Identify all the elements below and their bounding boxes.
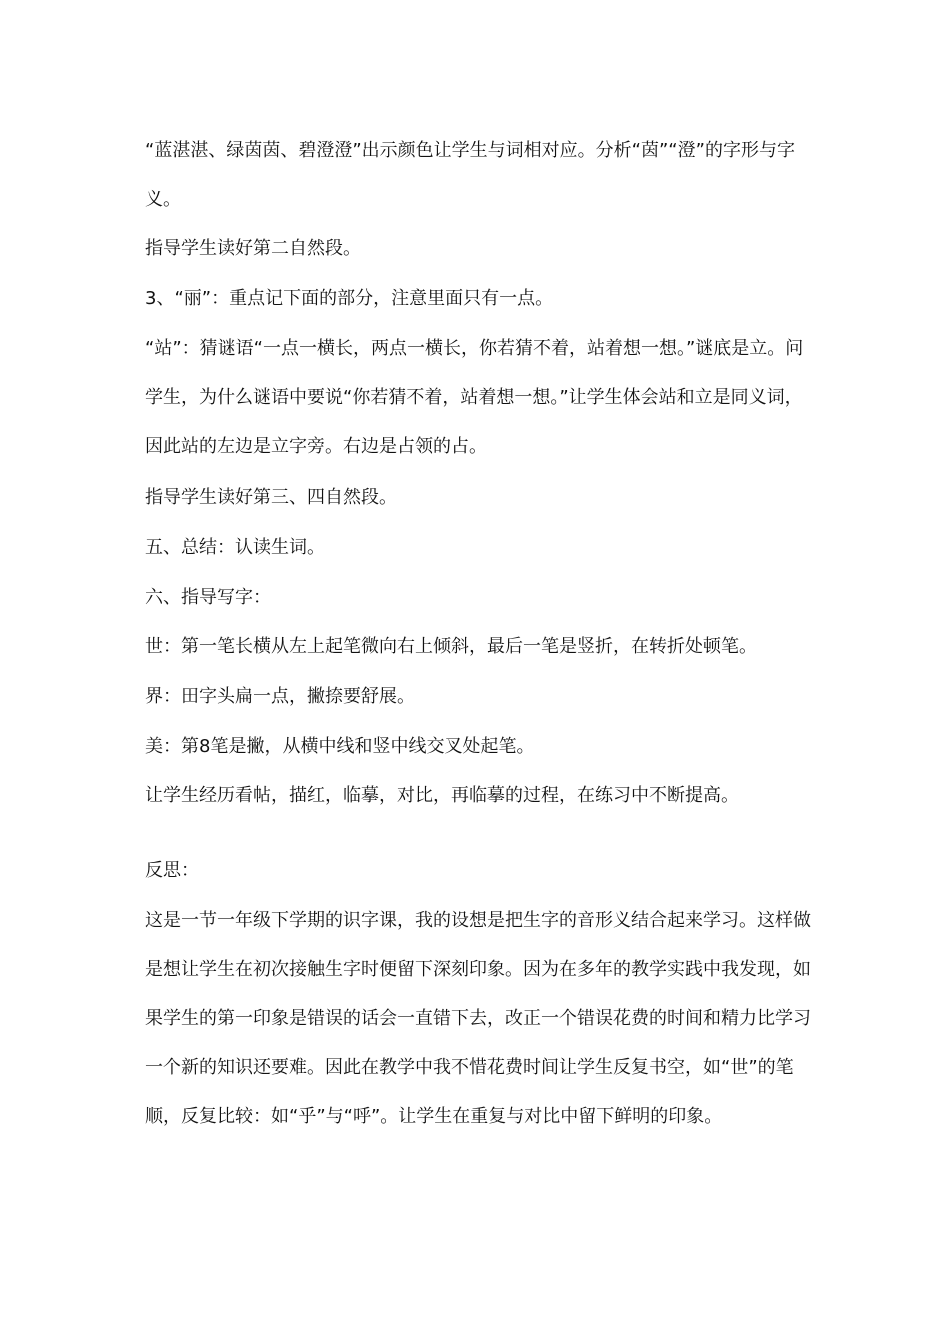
section-summary: 五、总结：认读生词。 <box>145 537 325 558</box>
section-writing-guide: 六、指导写字： <box>145 587 271 608</box>
paragraph-zhan-riddle: “站”：猜谜语“一点一横长，两点一横长，你若猜不着，站着想一想。”谜底是立。问学生，为什么谜语中要说“你若猜不着，站着想一想。”让学生体会站和立是同义词，因此站的左边是立字旁。右边是占领的占。 <box>145 338 804 457</box>
paragraph-read-second: 指导学生读好第二自然段。 <box>145 238 361 259</box>
paragraph-practice-process: 让学生经历看帖，描红，临摹，对比，再临摹的过程，在练习中不断提高。 <box>145 785 739 806</box>
paragraph-li-character: 3、“丽”：重点记下面的部分，注意里面只有一点。 <box>145 288 554 309</box>
paragraph-jie-character: 界：田字头扁一点，撇捺要舒展。 <box>145 686 415 707</box>
paragraph-color-words: “蓝湛湛、绿茵茵、碧澄澄”出示颜色让学生与词相对应。分析“茵”“澄”的字形与字义。 <box>145 140 795 210</box>
paragraph-reflection-body: 这是一节一年级下学期的识字课，我的设想是把生字的音形义结合起来学习。这样做是想让学生在初次接触生字时便留下深刻印象。因为在多年的教学实践中我发现，如果学生的第一印象是错误的话会一直错下去，改正一个错误花费的时间和精力比学习一个新的知识还要难。因此在教学中我不惜花费时间让学生反复书空，如“世”的笔顺，反复比较：如“乎”与“呼”。让学生在重复与对比中留下鲜明的印象。 <box>145 910 811 1127</box>
paragraph-read-third-fourth: 指导学生读好第三、四自然段。 <box>145 487 397 508</box>
paragraph-mei-character: 美：第8笔是撇，从横中线和竖中线交叉处起笔。 <box>145 736 535 757</box>
heading-reflection: 反思： <box>145 860 199 881</box>
paragraph-shi-character: 世：第一笔长横从左上起笔微向右上倾斜，最后一笔是竖折，在转折处顿笔。 <box>145 636 757 657</box>
